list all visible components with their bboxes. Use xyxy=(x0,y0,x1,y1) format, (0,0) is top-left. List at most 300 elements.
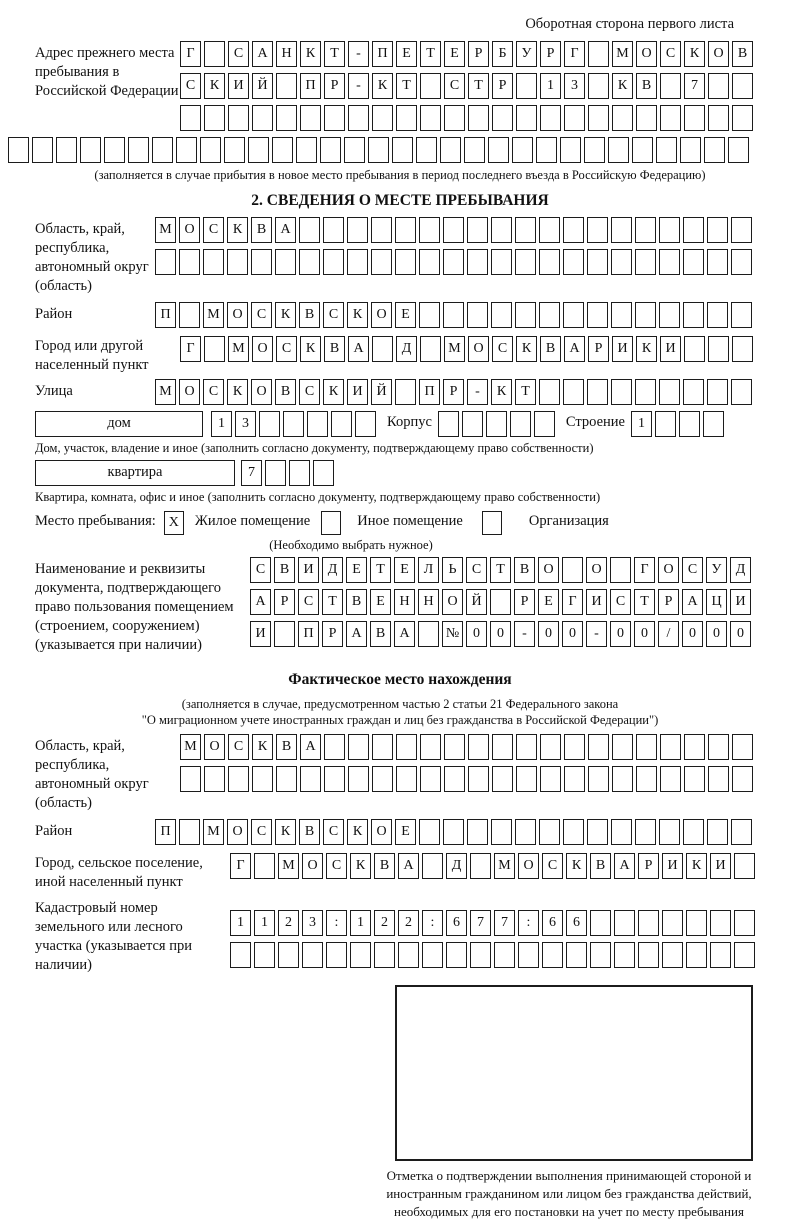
char-box: 7 xyxy=(494,910,515,936)
char-box xyxy=(731,819,752,845)
prev-address-label: Адрес прежнего места пребывания в Российской Федерации xyxy=(35,45,179,99)
char-box xyxy=(420,105,441,131)
char-box: П xyxy=(419,379,440,405)
char-box xyxy=(371,217,392,243)
char-box xyxy=(659,217,680,243)
char-box: К xyxy=(491,379,512,405)
char-box xyxy=(420,734,441,760)
raion-row xyxy=(155,302,755,328)
char-box xyxy=(372,734,393,760)
char-box: К xyxy=(204,73,225,99)
char-box: С xyxy=(682,557,703,583)
char-box: А xyxy=(252,41,273,67)
char-box xyxy=(440,137,461,163)
char-box xyxy=(515,217,536,243)
char-box xyxy=(420,336,441,362)
char-box: О xyxy=(518,853,539,879)
char-box: 0 xyxy=(610,621,631,647)
char-box xyxy=(732,336,753,362)
document-row-2 xyxy=(250,589,754,615)
char-box xyxy=(731,379,752,405)
char-box xyxy=(684,336,705,362)
ulitsa-row xyxy=(155,379,755,405)
char-box: У xyxy=(516,41,537,67)
char-box xyxy=(179,819,200,845)
char-box: В xyxy=(299,819,320,845)
char-box xyxy=(539,249,560,275)
char-box: С xyxy=(251,819,272,845)
char-box: В xyxy=(540,336,561,362)
char-box xyxy=(491,819,512,845)
char-box xyxy=(662,910,683,936)
char-box xyxy=(395,379,416,405)
char-box: - xyxy=(586,621,607,647)
char-box xyxy=(324,734,345,760)
char-box xyxy=(632,137,653,163)
char-box: Й xyxy=(371,379,392,405)
ulitsa-label: Улица xyxy=(35,383,73,399)
char-box xyxy=(252,766,273,792)
char-box: И xyxy=(586,589,607,615)
char-box xyxy=(588,105,609,131)
char-box xyxy=(686,942,707,968)
char-box: С xyxy=(276,336,297,362)
char-box xyxy=(635,249,656,275)
char-box xyxy=(510,411,531,437)
prev-address-row-1 xyxy=(180,41,756,67)
char-box: М xyxy=(180,734,201,760)
char-box: И xyxy=(710,853,731,879)
char-box xyxy=(635,819,656,845)
factual-oblast-label: Область, край, республика, автономный округ (область) xyxy=(35,738,149,811)
document-label: Наименование и реквизиты документа, подтверждающего право пользования помещением (строением, сооружением) (указывается при наличии) xyxy=(35,561,234,653)
char-box xyxy=(587,217,608,243)
char-box xyxy=(611,249,632,275)
char-box: 3 xyxy=(302,910,323,936)
char-box xyxy=(32,137,53,163)
char-box: О xyxy=(636,41,657,67)
char-box xyxy=(492,766,513,792)
char-box: Г xyxy=(562,589,583,615)
kadastr-group xyxy=(35,896,792,975)
char-box: А xyxy=(614,853,635,879)
char-box: С xyxy=(298,589,319,615)
kvartira-line xyxy=(35,460,792,486)
char-box xyxy=(587,249,608,275)
char-box xyxy=(368,137,389,163)
mesto-label: Место пребывания: xyxy=(35,513,156,529)
char-box: М xyxy=(203,819,224,845)
char-box xyxy=(728,137,749,163)
char-box xyxy=(371,249,392,275)
char-box: С xyxy=(203,217,224,243)
char-box: Й xyxy=(466,589,487,615)
mesto-line xyxy=(35,511,792,535)
char-box xyxy=(587,302,608,328)
char-box xyxy=(516,734,537,760)
char-box xyxy=(683,379,704,405)
char-box xyxy=(734,910,755,936)
char-box: В xyxy=(590,853,611,879)
char-box: № xyxy=(442,621,463,647)
char-box: В xyxy=(251,217,272,243)
char-box xyxy=(443,302,464,328)
char-box xyxy=(492,105,513,131)
char-box xyxy=(516,766,537,792)
char-box xyxy=(560,137,581,163)
char-box xyxy=(708,73,729,99)
char-box: : xyxy=(326,910,347,936)
char-box xyxy=(539,217,560,243)
char-box xyxy=(56,137,77,163)
char-box xyxy=(128,137,149,163)
ulitsa-group xyxy=(35,379,792,405)
char-box: О xyxy=(371,819,392,845)
char-box: Р xyxy=(468,41,489,67)
char-box xyxy=(355,411,376,437)
char-box xyxy=(703,411,724,437)
char-box: А xyxy=(682,589,703,615)
char-box xyxy=(660,734,681,760)
char-box xyxy=(636,105,657,131)
char-box xyxy=(422,942,443,968)
char-box xyxy=(372,336,393,362)
char-box xyxy=(443,249,464,275)
char-box xyxy=(656,137,677,163)
char-box: К xyxy=(684,41,705,67)
char-box xyxy=(734,853,755,879)
char-box xyxy=(588,73,609,99)
char-box xyxy=(710,942,731,968)
char-box xyxy=(265,460,286,486)
char-box xyxy=(396,734,417,760)
prev-address-row-4 xyxy=(8,137,792,163)
char-box: М xyxy=(155,379,176,405)
char-box xyxy=(8,137,29,163)
char-box xyxy=(470,853,491,879)
char-box xyxy=(468,734,489,760)
char-box: 0 xyxy=(730,621,751,647)
char-box: К xyxy=(227,379,248,405)
char-box xyxy=(392,137,413,163)
factual-gorod-group xyxy=(35,851,792,892)
char-box xyxy=(80,137,101,163)
char-box xyxy=(540,105,561,131)
char-box: Е xyxy=(346,557,367,583)
char-box: Г xyxy=(180,41,201,67)
char-box: О xyxy=(252,336,273,362)
char-box xyxy=(372,766,393,792)
char-box xyxy=(324,766,345,792)
char-box: Р xyxy=(443,379,464,405)
char-box: К xyxy=(227,217,248,243)
char-box xyxy=(611,217,632,243)
char-box: В xyxy=(274,557,295,583)
char-box xyxy=(152,137,173,163)
char-box: К xyxy=(686,853,707,879)
document-row-1 xyxy=(250,557,754,583)
char-box: О xyxy=(302,853,323,879)
char-box xyxy=(655,411,676,437)
char-box xyxy=(540,766,561,792)
char-box xyxy=(275,249,296,275)
char-box: П xyxy=(155,302,176,328)
char-box xyxy=(347,249,368,275)
char-box: К xyxy=(350,853,371,879)
factual-oblast-row-2 xyxy=(180,766,756,792)
char-box xyxy=(684,734,705,760)
char-box xyxy=(204,766,225,792)
char-box: П xyxy=(372,41,393,67)
char-box: А xyxy=(275,217,296,243)
char-box xyxy=(638,910,659,936)
char-box xyxy=(680,137,701,163)
char-box: Р xyxy=(274,589,295,615)
char-box: Г xyxy=(180,336,201,362)
char-box: Н xyxy=(394,589,415,615)
char-box: Т xyxy=(370,557,391,583)
stamp-caption: Отметка о подтверждении выполнения принимающей стороной и иностранным гражданином или лицом без гражданства действий, необходимых для его постановки на учет по месту пребывания xyxy=(386,1168,752,1219)
char-box: Е xyxy=(396,41,417,67)
char-box: С xyxy=(466,557,487,583)
char-box: Р xyxy=(658,589,679,615)
char-box: И xyxy=(662,853,683,879)
section2-title: 2. СВЕДЕНИЯ О МЕСТЕ ПРЕБЫВАНИЯ xyxy=(251,192,549,209)
char-box xyxy=(566,942,587,968)
char-box: - xyxy=(467,379,488,405)
char-box: О xyxy=(538,557,559,583)
char-box: В xyxy=(732,41,753,67)
char-box: С xyxy=(542,853,563,879)
char-box: Р xyxy=(540,41,561,67)
char-box: С xyxy=(299,379,320,405)
char-box: В xyxy=(370,621,391,647)
dom-caption: Дом, участок, владение и иное (заполнить согласно документу, подтверждающему право собственности) xyxy=(35,441,594,455)
char-box xyxy=(276,105,297,131)
char-box xyxy=(588,734,609,760)
char-box xyxy=(491,217,512,243)
char-box: Т xyxy=(396,73,417,99)
prev-address-rows xyxy=(180,41,756,131)
char-box: 0 xyxy=(562,621,583,647)
char-box xyxy=(396,766,417,792)
char-box: И xyxy=(660,336,681,362)
char-box xyxy=(564,734,585,760)
char-box: 2 xyxy=(374,910,395,936)
char-box: 2 xyxy=(278,910,299,936)
char-box: Г xyxy=(230,853,251,879)
stroenie-label: Строение xyxy=(565,414,625,430)
char-box: О xyxy=(442,589,463,615)
char-box xyxy=(204,105,225,131)
kvartira-caption: Квартира, комната, офис и иное (заполнить согласно документу, подтверждающему право собственности) xyxy=(35,490,601,504)
char-box: 3 xyxy=(235,411,256,437)
char-box: 6 xyxy=(542,910,563,936)
char-box xyxy=(707,819,728,845)
char-box xyxy=(251,249,272,275)
char-box xyxy=(438,411,459,437)
char-box: В xyxy=(636,73,657,99)
char-box xyxy=(708,336,729,362)
char-box: 1 xyxy=(254,910,275,936)
char-box: К xyxy=(347,302,368,328)
factual-caption-1: (заполняется в случае, предусмотренном частью 2 статьи 21 Федерального закона xyxy=(181,697,619,711)
char-box xyxy=(398,942,419,968)
char-box xyxy=(418,621,439,647)
char-box xyxy=(542,942,563,968)
page-side-note: Оборотная сторона первого листа xyxy=(525,16,734,32)
char-box xyxy=(224,137,245,163)
char-box: Т xyxy=(324,41,345,67)
char-box: Д xyxy=(446,853,467,879)
char-box: Т xyxy=(515,379,536,405)
char-box: 0 xyxy=(682,621,703,647)
char-box: М xyxy=(494,853,515,879)
char-box xyxy=(539,379,560,405)
char-box xyxy=(608,137,629,163)
char-box: Р xyxy=(322,621,343,647)
char-box xyxy=(155,249,176,275)
char-box xyxy=(467,217,488,243)
char-box xyxy=(176,137,197,163)
char-box xyxy=(350,942,371,968)
char-box: И xyxy=(228,73,249,99)
char-box: : xyxy=(518,910,539,936)
prev-address-row-3 xyxy=(180,105,756,131)
char-box: Н xyxy=(276,41,297,67)
char-box: Т xyxy=(468,73,489,99)
char-box: А xyxy=(250,589,271,615)
char-box xyxy=(419,217,440,243)
char-box: С xyxy=(610,589,631,615)
char-box xyxy=(422,853,443,879)
gorod-row xyxy=(180,336,756,362)
char-box: Р xyxy=(492,73,513,99)
char-box xyxy=(731,302,752,328)
char-box xyxy=(563,217,584,243)
raion-group xyxy=(35,302,792,328)
char-box: Е xyxy=(395,302,416,328)
char-box: Г xyxy=(634,557,655,583)
char-box xyxy=(276,766,297,792)
char-box xyxy=(396,105,417,131)
char-box xyxy=(443,819,464,845)
char-box xyxy=(683,249,704,275)
char-box: 1 xyxy=(631,411,652,437)
char-box: - xyxy=(514,621,535,647)
char-box xyxy=(296,137,317,163)
char-box xyxy=(444,766,465,792)
char-box: Р xyxy=(324,73,345,99)
stamp-area xyxy=(395,985,753,1161)
char-box: И xyxy=(612,336,633,362)
char-box: / xyxy=(658,621,679,647)
char-box xyxy=(534,411,555,437)
factual-oblast-row-1 xyxy=(180,734,756,760)
char-box xyxy=(635,217,656,243)
char-box: К xyxy=(300,41,321,67)
char-box: 3 xyxy=(564,73,585,99)
char-box: О xyxy=(468,336,489,362)
char-box xyxy=(708,105,729,131)
char-box: С xyxy=(326,853,347,879)
char-box: О xyxy=(179,379,200,405)
char-box: В xyxy=(346,589,367,615)
char-box xyxy=(659,819,680,845)
char-box: П xyxy=(155,819,176,845)
factual-caption-2: "О миграционном учете иностранных граждан и лиц без гражданства в Российской Федерации") xyxy=(141,713,659,727)
document-group xyxy=(35,557,792,655)
char-box xyxy=(320,137,341,163)
char-box: С xyxy=(250,557,271,583)
char-box xyxy=(228,766,249,792)
char-box xyxy=(323,217,344,243)
char-box: : xyxy=(422,910,443,936)
char-box xyxy=(104,137,125,163)
char-box xyxy=(491,249,512,275)
char-box xyxy=(348,105,369,131)
char-box xyxy=(707,249,728,275)
char-box xyxy=(470,942,491,968)
char-box: 0 xyxy=(634,621,655,647)
char-box: С xyxy=(660,41,681,67)
char-box xyxy=(660,105,681,131)
factual-gorod-row xyxy=(230,853,758,879)
char-box: М xyxy=(612,41,633,67)
char-box: Ь xyxy=(442,557,463,583)
char-box xyxy=(204,41,225,67)
char-box xyxy=(515,819,536,845)
char-box xyxy=(659,249,680,275)
char-box: И xyxy=(347,379,368,405)
char-box: О xyxy=(251,379,272,405)
char-box xyxy=(444,734,465,760)
char-box: А xyxy=(300,734,321,760)
char-box xyxy=(344,137,365,163)
char-box xyxy=(734,942,755,968)
option-inoe-label: Иное помещение xyxy=(357,513,463,529)
char-box xyxy=(518,942,539,968)
char-box: С xyxy=(228,41,249,67)
char-box: 2 xyxy=(398,910,419,936)
char-box xyxy=(732,734,753,760)
char-box xyxy=(584,137,605,163)
char-box xyxy=(420,766,441,792)
char-box: В xyxy=(324,336,345,362)
char-box xyxy=(374,942,395,968)
char-box xyxy=(289,460,310,486)
kadastr-label: Кадастровый номер земельного или лесного участка (указывается при наличии) xyxy=(35,900,192,973)
char-box xyxy=(732,73,753,99)
char-box: А xyxy=(394,621,415,647)
char-box xyxy=(302,942,323,968)
char-box: Й xyxy=(252,73,273,99)
char-box xyxy=(612,766,633,792)
char-box: О xyxy=(227,302,248,328)
char-box xyxy=(395,217,416,243)
char-box: Б xyxy=(492,41,513,67)
korpus-row xyxy=(438,411,558,437)
char-box: С xyxy=(180,73,201,99)
char-box xyxy=(587,819,608,845)
char-box xyxy=(732,766,753,792)
factual-raion-group xyxy=(35,819,792,845)
char-box xyxy=(562,557,583,583)
char-box xyxy=(563,302,584,328)
char-box: А xyxy=(348,336,369,362)
char-box xyxy=(588,41,609,67)
char-box: М xyxy=(444,336,465,362)
